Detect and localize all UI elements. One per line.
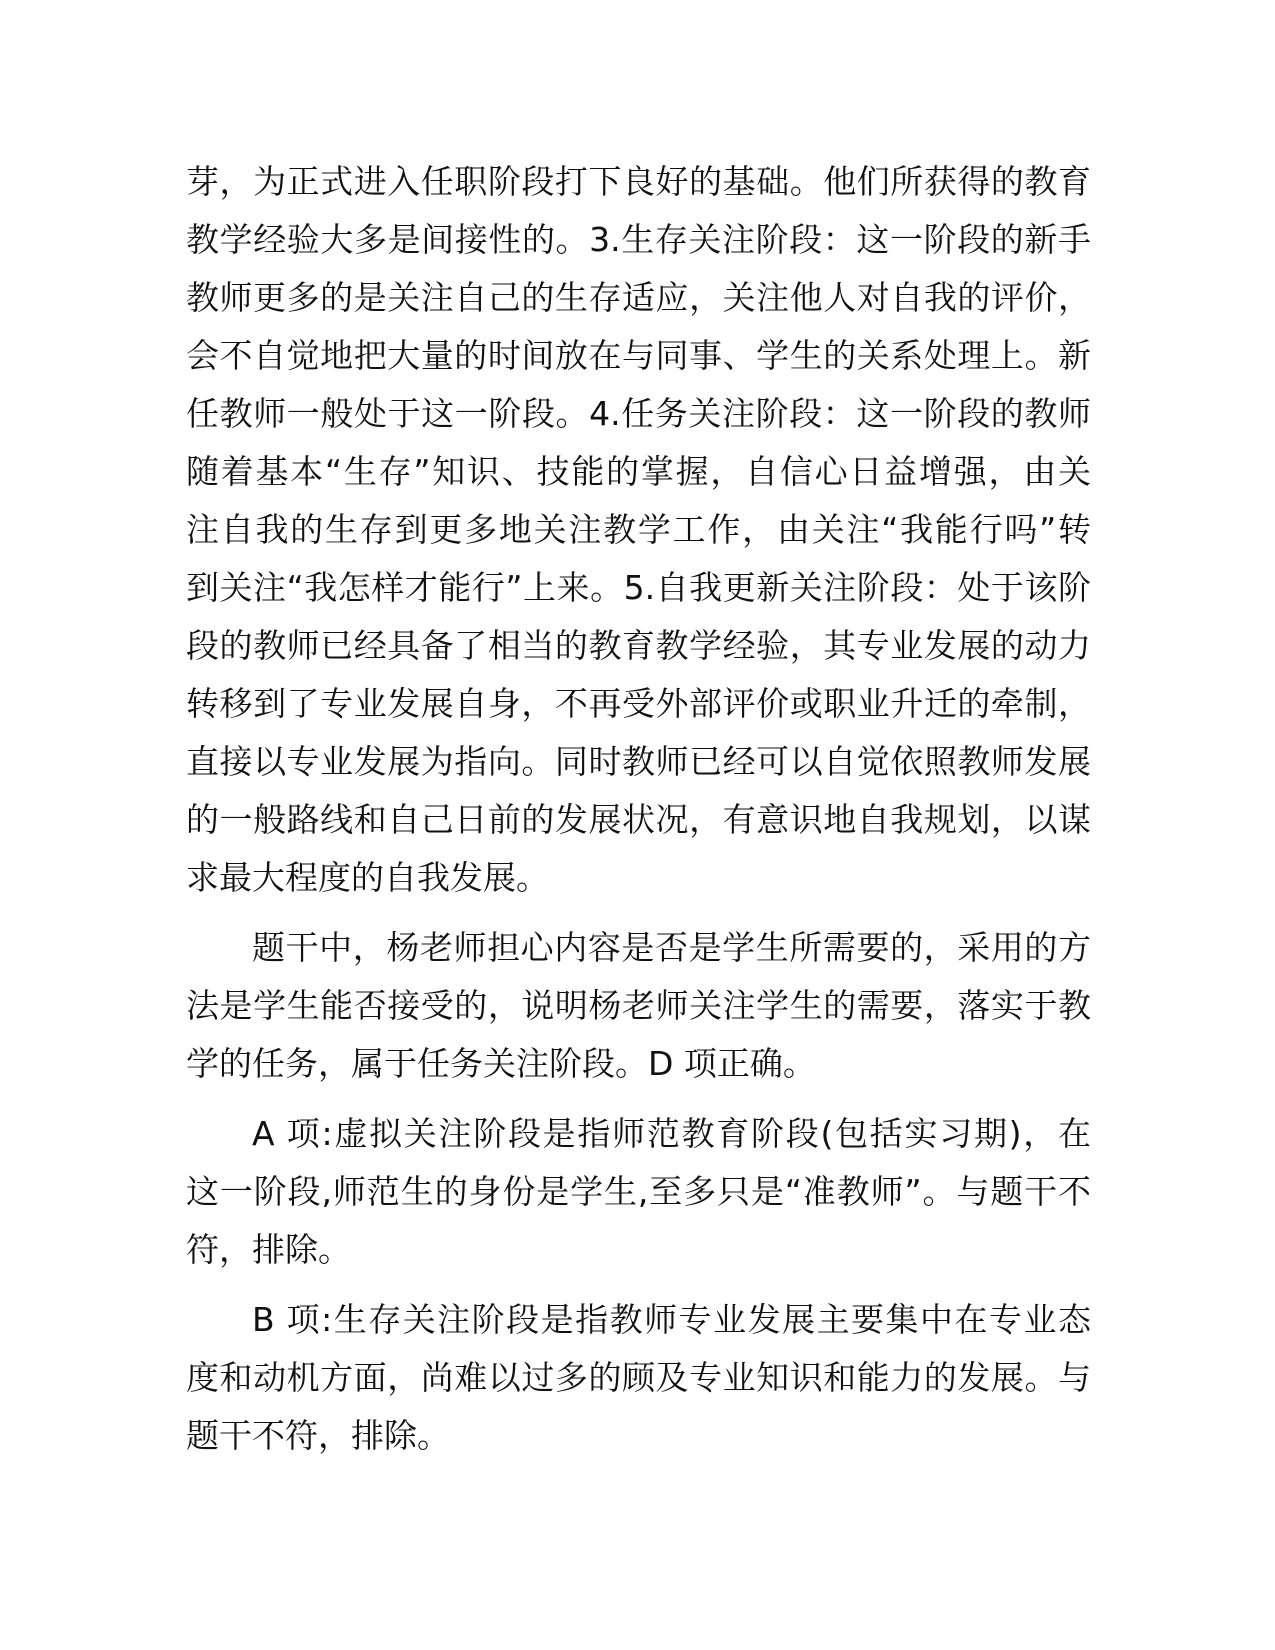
- document-body: [186, 153, 1091, 1465]
- text-line: 这一阶段,师范生的身份是学生,至多只是“准教师”。与题干不: [186, 1172, 1091, 1211]
- text-line: 到关注“我怎样才能行”上来。5.自我更新关注阶段：处于该阶: [186, 568, 1091, 607]
- text-line: A 项:虚拟关注阶段是指师范教育阶段(包括实习期)，在: [252, 1114, 1091, 1153]
- text-line: 符，排除。: [186, 1230, 351, 1269]
- paragraph-analysis: [186, 919, 1091, 1093]
- text-line: B 项:生存关注阶段是指教师专业发展主要集中在专业态: [252, 1300, 1091, 1339]
- text-line: 任教师一般处于这一阶段。4.任务关注阶段：这一阶段的教师: [186, 394, 1091, 433]
- text-line: 随着基本“生存”知识、技能的掌握，自信心日益增强，由关: [186, 452, 1091, 491]
- text-line: 直接以专业发展为指向。同时教师已经可以自觉依照教师发展: [186, 742, 1091, 781]
- paragraph-teacher-stages: [186, 153, 1091, 907]
- text-line: 题干不符，排除。: [186, 1416, 450, 1455]
- text-line: 会不自觉地把大量的时间放在与同事、学生的关系处理上。新: [186, 336, 1091, 375]
- text-line: 的一般路线和自己日前的发展状况，有意识地自我规划，以谋: [186, 800, 1091, 839]
- text-line: 转移到了专业发展自身，不再受外部评价或职业升迁的牵制，: [186, 684, 1091, 723]
- text-line: 教师更多的是关注自己的生存适应，关注他人对自我的评价，: [186, 278, 1091, 317]
- text-line: 注自我的生存到更多地关注教学工作，由关注“我能行吗”转: [186, 510, 1091, 549]
- text-line: 度和动机方面，尚难以过多的顾及专业知识和能力的发展。与: [186, 1358, 1091, 1397]
- text-line: 教学经验大多是间接性的。3.生存关注阶段：这一阶段的新手: [186, 220, 1091, 259]
- text-line: 题干中，杨老师担心内容是否是学生所需要的，采用的方: [252, 928, 1091, 967]
- text-line: 芽，为正式进入任职阶段打下良好的基础。他们所获得的教育: [186, 162, 1091, 201]
- text-line: 学的任务，属于任务关注阶段。D 项正确。: [186, 1044, 816, 1083]
- paragraph-option-b: [186, 1291, 1091, 1465]
- paragraph-option-a: [186, 1105, 1091, 1279]
- text-line: 求最大程度的自我发展。: [186, 858, 549, 897]
- text-line: 法是学生能否接受的，说明杨老师关注学生的需要，落实于教: [186, 986, 1091, 1025]
- text-line: 段的教师已经具备了相当的教育教学经验，其专业发展的动力: [186, 626, 1091, 665]
